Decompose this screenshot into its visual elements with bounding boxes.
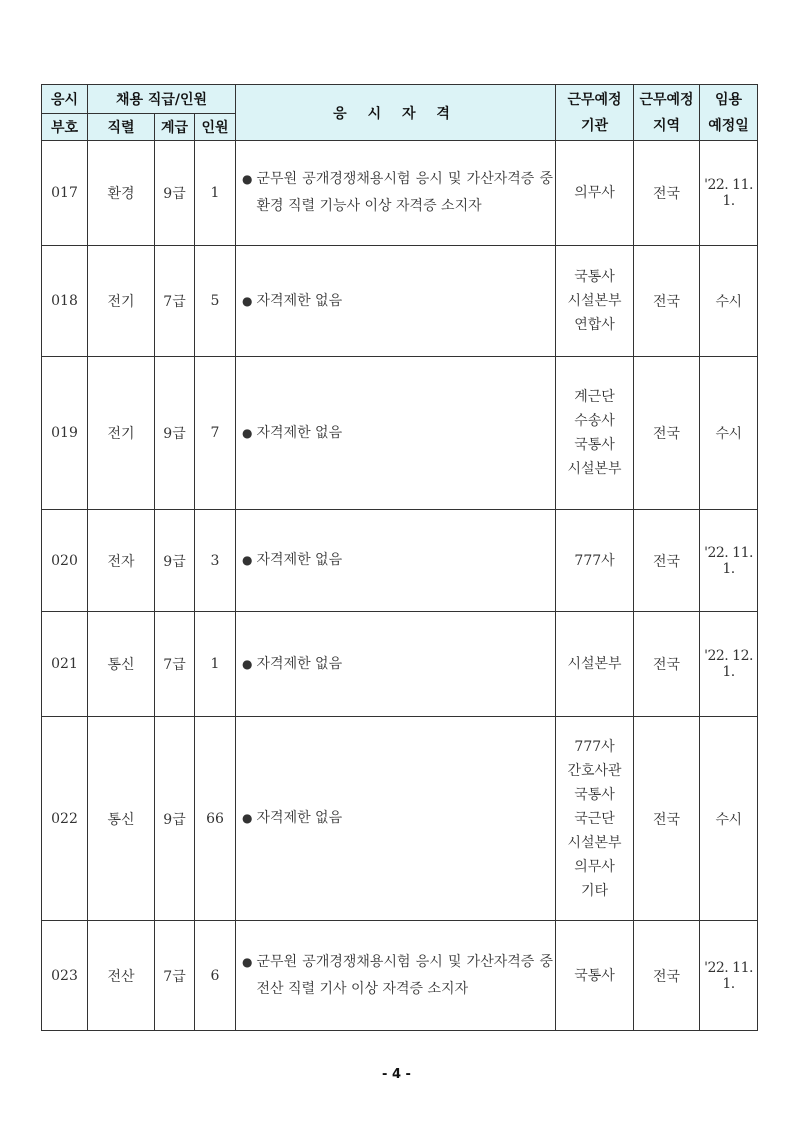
- apply-code: 023: [42, 921, 88, 1031]
- bullet-icon: ●: [242, 811, 253, 825]
- workplace-item: 연합사: [574, 317, 615, 333]
- table-row: [42, 246, 758, 357]
- series: 통신: [88, 612, 155, 717]
- header-appointment-date: [700, 85, 758, 141]
- header-region: [634, 85, 700, 141]
- header-workplace-ki: 기: [581, 117, 595, 134]
- appointment-date: '22. 11. 1.: [700, 921, 758, 1031]
- appointment-date: 수시: [700, 357, 758, 510]
- table-row: [42, 510, 758, 612]
- workplace-item: 시설본부: [567, 834, 622, 851]
- workplace-item: 국통사: [574, 269, 615, 285]
- header-position-group: 채용 직급/인원: [88, 85, 236, 114]
- bullet-icon: ●: [242, 425, 253, 440]
- header-region-line2: [634, 113, 699, 139]
- header-apply-no-1: 응시: [42, 85, 88, 114]
- bullet-icon: ●: [242, 172, 253, 186]
- appointment-date: '22. 11. 1.: [700, 510, 758, 612]
- grade: 9급: [155, 141, 195, 246]
- qualification-text: 군무원 공개경쟁채용시험 응시 및 가산자격증 중 전산 직렬 기사 이상 자격증 소지자: [256, 953, 554, 997]
- workplace: [556, 921, 634, 1031]
- header-appoint-im: 임: [715, 91, 729, 108]
- bullet-icon: ●: [242, 656, 253, 671]
- workplace: [556, 717, 634, 921]
- workplace-item: 의무사: [574, 858, 615, 875]
- apply-code: 020: [42, 510, 88, 612]
- qualification-text: 자격제한 없음: [256, 655, 343, 672]
- headcount: 1: [195, 141, 236, 246]
- workplace: [556, 612, 634, 717]
- series: 전자: [88, 510, 155, 612]
- header-qualification: 응 시 자 격: [236, 85, 556, 141]
- appointment-date: 수시: [700, 246, 758, 357]
- headcount: 1: [195, 612, 236, 717]
- grade: 9급: [155, 717, 195, 921]
- table-row: [42, 612, 758, 717]
- header-workplace-line2: [556, 113, 633, 139]
- grade: 7급: [155, 246, 195, 357]
- qualification-text: 자격제한 없음: [256, 292, 343, 309]
- qualification: [236, 246, 556, 357]
- bullet-icon: ●: [242, 954, 253, 969]
- qualification-text: 군무원 공개경쟁채용시험 응시 및 가산자격증 중 환경 직렬 기능사 이상 자격증 소지자: [256, 171, 554, 214]
- header-appoint-yong: 용: [728, 91, 743, 108]
- region: 전국: [634, 246, 700, 357]
- workplace-item: 의무사: [574, 185, 615, 201]
- bullet-icon: ●: [242, 293, 253, 308]
- series: 전산: [88, 921, 155, 1031]
- table-row: [42, 717, 758, 921]
- grade: 7급: [155, 612, 195, 717]
- header-region-yeok: 역: [666, 117, 681, 134]
- workplace-item: 777사: [574, 552, 615, 569]
- workplace-item: 수송사: [574, 413, 615, 429]
- workplace: [556, 357, 634, 510]
- qualification: [236, 357, 556, 510]
- region: 전국: [634, 510, 700, 612]
- apply-code: 017: [42, 141, 88, 246]
- qualification-text: 자격제한 없음: [256, 424, 343, 441]
- region: 전국: [634, 717, 700, 921]
- header-apply-no-2: 부호: [42, 114, 88, 141]
- headcount: 6: [195, 921, 236, 1031]
- appointment-date: '22. 12. 1.: [700, 612, 758, 717]
- header-series: 직렬: [88, 114, 155, 141]
- header-workplace: [556, 85, 634, 141]
- table-row: [42, 921, 758, 1031]
- appointment-date: 수시: [700, 717, 758, 921]
- header-workplace-gwan: 관: [594, 117, 609, 134]
- qualification: [236, 921, 556, 1031]
- headcount: 7: [195, 357, 236, 510]
- grade: 9급: [155, 357, 195, 510]
- headcount: 5: [195, 246, 236, 357]
- workplace: [556, 246, 634, 357]
- header-appoint-line1: [700, 87, 757, 113]
- header-count: 인원: [195, 114, 236, 141]
- header-grade: 계급: [155, 114, 195, 141]
- headcount: 3: [195, 510, 236, 612]
- series: 환경: [88, 141, 155, 246]
- workplace-item: 계근단: [574, 389, 615, 405]
- workplace-item: 777사: [574, 738, 615, 755]
- workplace-item: 간호사관: [567, 762, 622, 779]
- workplace-item: 국통사: [574, 786, 615, 803]
- apply-code: 021: [42, 612, 88, 717]
- workplace-item: 시설본부: [567, 461, 622, 477]
- workplace: [556, 141, 634, 246]
- workplace-item: 기타: [581, 882, 609, 899]
- region: 전국: [634, 612, 700, 717]
- region: 전국: [634, 357, 700, 510]
- headcount: 66: [195, 717, 236, 921]
- qualification-text: 자격제한 없음: [256, 810, 343, 826]
- bullet-icon: ●: [242, 553, 253, 567]
- qualification: [236, 612, 556, 717]
- grade: 7급: [155, 921, 195, 1031]
- header-region-ji: 지: [653, 117, 667, 134]
- grade: 9급: [155, 510, 195, 612]
- series: 전기: [88, 357, 155, 510]
- table-row: [42, 357, 758, 510]
- qualification: [236, 510, 556, 612]
- region: 전국: [634, 141, 700, 246]
- qualification: [236, 717, 556, 921]
- series: 전기: [88, 246, 155, 357]
- apply-code: 018: [42, 246, 88, 357]
- recruitment-table: [41, 84, 758, 1031]
- page-number: - 4 -: [382, 1067, 411, 1082]
- workplace-item: 시설본부: [567, 656, 622, 672]
- region: 전국: [634, 921, 700, 1031]
- workplace-item: 국통사: [574, 437, 615, 453]
- appointment-date: '22. 11. 1.: [700, 141, 758, 246]
- header-region-line1: 근무예정: [639, 91, 694, 108]
- qualification: [236, 141, 556, 246]
- series: 통신: [88, 717, 155, 921]
- table-row: [42, 141, 758, 246]
- apply-code: 019: [42, 357, 88, 510]
- qualification-text: 자격제한 없음: [256, 552, 343, 568]
- workplace-item: 시설본부: [567, 293, 622, 309]
- apply-code: 022: [42, 717, 88, 921]
- workplace: [556, 510, 634, 612]
- workplace-item: 국근단: [574, 810, 615, 827]
- header-workplace-line1: 근무예정: [567, 91, 622, 108]
- workplace-item: 국통사: [574, 967, 615, 984]
- header-appoint-line2: 예정일: [708, 117, 749, 134]
